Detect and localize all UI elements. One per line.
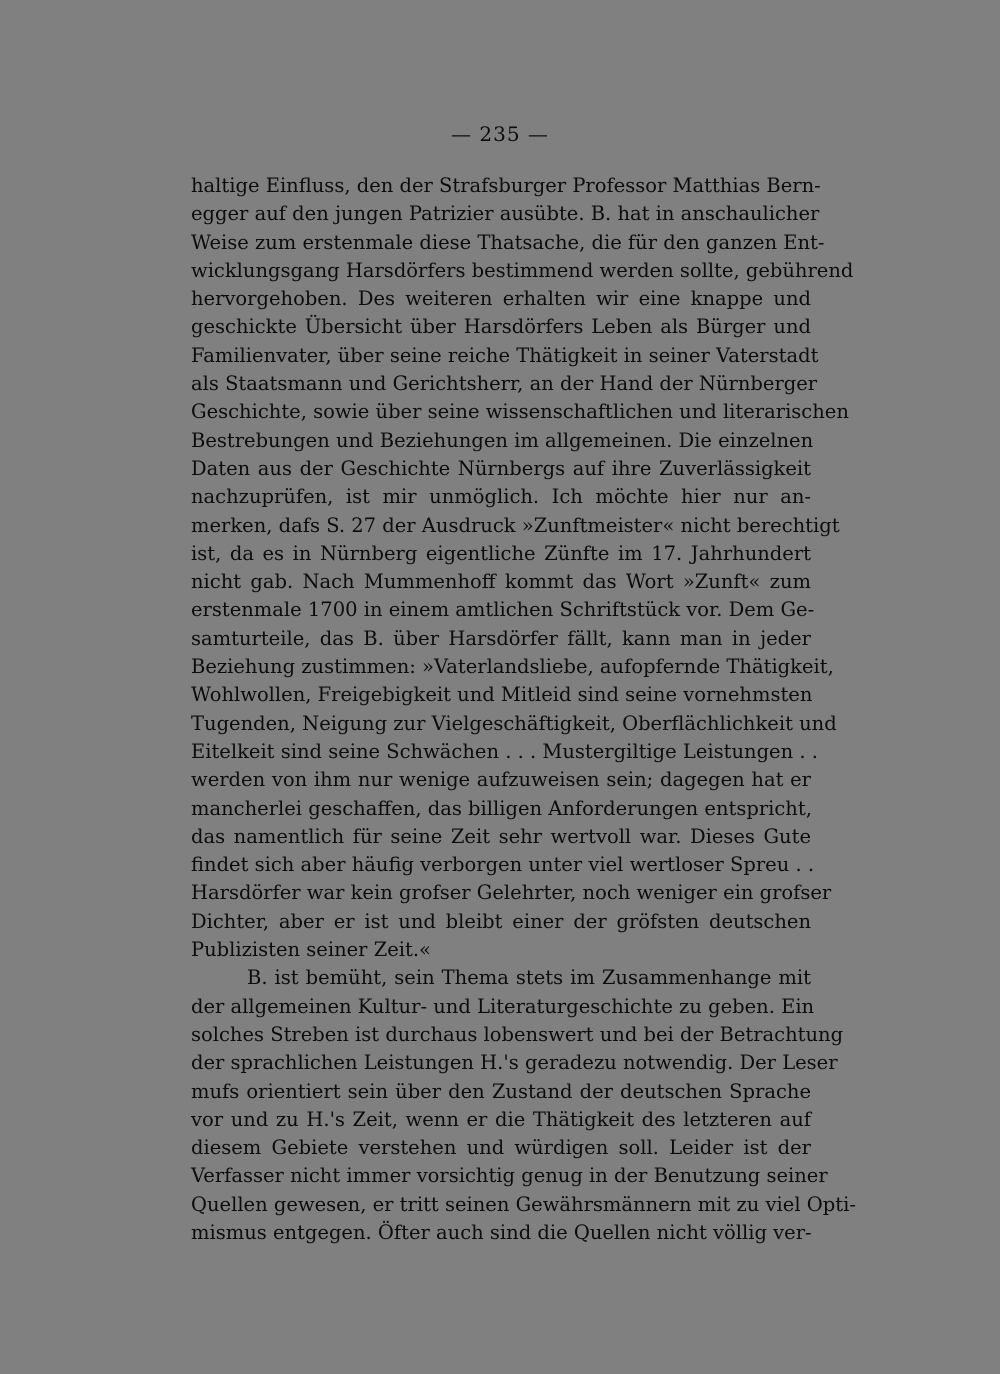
text-line: Dichter, aber er ist und bleibt einer der gröfsten deutschen xyxy=(191,909,811,933)
text-line: merken, dafs S. 27 der Ausdruck »Zunftmeister« nicht berechtigt xyxy=(191,513,840,537)
text-line: egger auf den jungen Patrizier ausübte. B. hat in anschaulicher xyxy=(191,202,820,226)
text-line: hervorgehoben. Des weiteren erhalten wir eine knappe und xyxy=(191,287,811,311)
text-line: Eitelkeit sind seine Schwächen . . . Mustergiltige Leistungen . . xyxy=(191,739,818,763)
text-line: haltige Einfluss, den der Strafsburger Professor Matthias Bern- xyxy=(191,174,821,197)
text-line: vor und zu H.'s Zeit, wenn er die Thätigkeit des letzteren auf xyxy=(191,1107,811,1131)
text-line: ist, da es in Nürnberg eigentliche Zünfte im 17. Jahrhundert xyxy=(191,541,811,565)
text-line: mancherlei geschaffen, das billigen Anforderungen entspricht, xyxy=(191,796,812,820)
text-line: wicklungsgang Harsdörfers bestimmend werden sollte, gebührend xyxy=(191,258,854,282)
text-line: Verfasser nicht immer vorsichtig genug in der Benutzung seiner xyxy=(191,1164,828,1188)
text-line: findet sich aber häufig verborgen unter viel wertloser Spreu . . xyxy=(191,853,815,877)
text-line: Quellen gewesen, er tritt seinen Gewährsmännern mit zu viel Opti- xyxy=(191,1192,856,1216)
text-line: solches Streben ist durchaus lobenswert und bei der Betrachtung xyxy=(191,1022,844,1046)
text-line: als Staatsmann und Gerichtsherr, an der Hand der Nürnberger xyxy=(191,372,818,396)
body-text xyxy=(191,172,856,1247)
text-line: diesem Gebiete verstehen und würdigen soll. Leider ist der xyxy=(191,1136,811,1160)
text-line: erstenmale 1700 in einem amtlichen Schriftstück vor. Dem Ge- xyxy=(191,598,815,622)
text-line: geschickte Übersicht über Harsdörfers Leben als Bürger und xyxy=(191,315,811,339)
text-line: Geschichte, sowie über seine wissenschaftlichen und literarischen xyxy=(191,400,849,424)
text-line: Beziehung zustimmen: »Vaterlandsliebe, aufopfernde Thätigkeit, xyxy=(191,655,834,679)
text-line: Publizisten seiner Zeit.« xyxy=(191,938,431,962)
text-line: das namentlich für seine Zeit sehr wertvoll war. Dieses Gute xyxy=(191,824,811,848)
text-line: werden von ihm nur wenige aufzuweisen sein; dagegen hat er xyxy=(191,768,811,792)
text-line: nicht gab. Nach Mummenhoff kommt das Wort »Zunft« zum xyxy=(191,570,811,594)
text-line: Familienvater, über seine reiche Thätigkeit in seiner Vaterstadt xyxy=(191,343,819,367)
text-line: mufs orientiert sein über den Zustand der deutschen Sprache xyxy=(191,1079,811,1103)
text-line: samturteile, das B. über Harsdörfer fällt, kann man in jeder xyxy=(191,626,811,650)
text-line: mismus entgegen. Öfter auch sind die Quellen nicht völlig ver- xyxy=(191,1220,812,1244)
text-line: Bestrebungen und Beziehungen im allgemeinen. Die einzelnen xyxy=(191,428,814,452)
text-line: B. ist bemüht, sein Thema stets im Zusammenhange mit xyxy=(247,966,811,990)
text-line: Harsdörfer war kein grofser Gelehrter, noch weniger ein grofser xyxy=(191,881,832,905)
text-line: der allgemeinen Kultur- und Literaturgeschichte zu geben. Ein xyxy=(191,994,815,1018)
text-line: Tugenden, Neigung zur Vielgeschäftigkeit, Oberflächlichkeit und xyxy=(191,711,837,735)
text-line: Weise zum erstenmale diese Thatsache, die für den ganzen Ent- xyxy=(191,230,825,254)
page-number: — 235 — xyxy=(451,122,549,146)
text-line: Wohlwollen, Freigebigkeit und Mitleid sind seine vornehmsten xyxy=(191,683,813,707)
text-line: Daten aus der Geschichte Nürnbergs auf ihre Zuverlässigkeit xyxy=(191,456,811,480)
text-line: der sprachlichen Leistungen H.'s geradezu notwendig. Der Leser xyxy=(191,1051,838,1075)
text-line: nachzuprüfen, ist mir unmöglich. Ich möchte hier nur an- xyxy=(191,485,811,509)
